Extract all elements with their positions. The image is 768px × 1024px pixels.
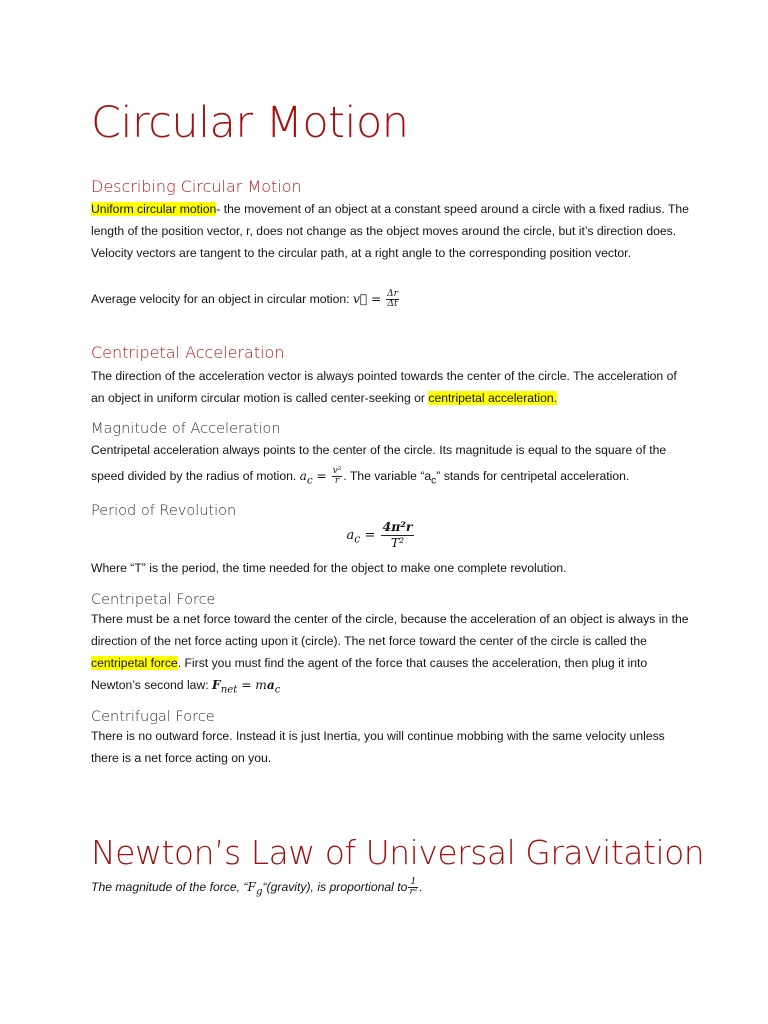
newton-law-title: Newton’s Law of Universal Gravitation	[91, 833, 705, 872]
centripetal-formula: $a_c$ = $\frac{\text{v²}}{r}$	[299, 466, 342, 487]
centripetal-text: The direction of the acceleration vector is always pointed towards the center of the circle. The acceleration of an object in uniform circular motion is called center-seeking or	[91, 369, 677, 405]
magnitude-text-3: ” stands for centripetal acceleration.	[436, 469, 630, 483]
period-formula: $a_c$ = $\frac{\text{4π²r}}{\text{T²}}$	[346, 519, 413, 550]
velocity-formula: v⃗ = $\frac{\Delta r}{\Delta t}$	[352, 289, 398, 309]
highlight-uniform-circular-motion: Uniform circular motion	[91, 202, 217, 216]
inverse-square-formula: $\frac{1}{\text{r²}}$	[409, 877, 418, 897]
paragraph-uniform-circular-motion	[91, 198, 691, 264]
heading-centrifugal-force: Centrifugal Force	[91, 709, 215, 725]
average-velocity-label: Average velocity for an object in circular motion:	[91, 292, 353, 306]
paragraph-centrifugal-force: There is no outward force. Instead it is just Inertia, you will continue mobbing with the same velocity unless there is a net force acting on you.	[91, 729, 665, 765]
heading-centripetal-force: Centripetal Force	[91, 592, 216, 608]
paragraph-magnitude	[91, 437, 691, 494]
heading-centripetal-acceleration: Centripetal Acceleration	[91, 343, 285, 362]
heading-period: Period of Revolution	[91, 503, 237, 519]
highlight-centripetal-acceleration: centripetal acceleration.	[428, 391, 558, 405]
heading-magnitude: Magnitude of Acceleration	[91, 421, 281, 437]
force-text-1: There must be a net force toward the center of the circle, because the acceleration of an object is always in the direction of the net force acting upon it (circle). The net force toward the center of the circle is called the	[91, 612, 689, 648]
magnitude-text-2-sub: c	[431, 475, 437, 487]
page-title: Circular Motion	[91, 98, 409, 148]
highlight-centripetal-force: centripetal force	[91, 656, 178, 670]
paragraph-period: Where “T” is the period, the time needed for the object to make one complete revolution.	[91, 561, 567, 575]
gravitation-text-1: The magnitude of the force, “	[91, 880, 248, 894]
paragraph-centripetal-acceleration	[91, 365, 691, 409]
newton-second-law-formula: $F_{net} = ma_c$	[212, 678, 281, 696]
average-velocity-line	[91, 288, 691, 310]
gravitation-text-3: .	[419, 880, 423, 894]
magnitude-text-1: Centripetal acceleration always points to the center of the circle. Its magnitude is equal to the square of the speed divided by the radius of motion.	[91, 443, 667, 483]
gravitation-text-2: “(gravity), is proportional to	[262, 880, 408, 894]
heading-describing: Describing Circular Motion	[91, 177, 302, 196]
magnitude-text-2: . The variable “a	[343, 469, 432, 483]
gravity-symbol: $F_g$	[247, 880, 263, 898]
definition-text: - the movement of an object at a constant speed around a circle with a fixed radius. The length of the position vector, r, does not change as the object moves around the circle, but it’s direction does. Velocity vectors are tangent to the circular path, at a right angle to the corresponding position vector.	[91, 202, 689, 260]
paragraph-gravitation	[91, 876, 691, 903]
paragraph-centripetal-force	[91, 608, 691, 701]
force-text-2: . First you must find the agent of the force that causes the acceleration, then plug it into Newton’s second law:	[91, 656, 648, 692]
